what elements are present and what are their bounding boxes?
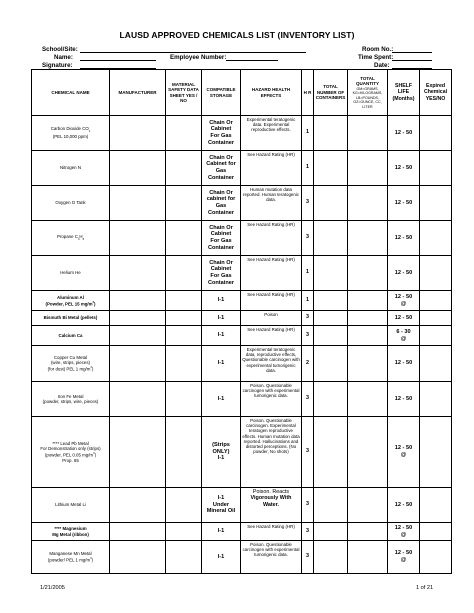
quantity-cell[interactable] <box>348 326 388 346</box>
table-row <box>32 221 452 256</box>
hazard-text: Poison. Questionable carcinogen with experimental tumorigenic data. <box>242 542 300 558</box>
chemical-name-cell <box>32 291 110 311</box>
storage-cell <box>202 116 241 151</box>
shelf-line: 12 - 50 <box>394 501 413 508</box>
employee-number-line[interactable] <box>226 60 278 61</box>
containers-cell[interactable] <box>314 311 348 326</box>
storage-line: Chain Or <box>209 154 233 161</box>
signature-label: Signature: <box>42 62 73 69</box>
shelf-line: 12 - 50 <box>394 445 413 452</box>
shelf-line: 12 - 50 <box>394 164 413 171</box>
containers-cell[interactable] <box>314 382 348 417</box>
table-row <box>32 256 452 291</box>
storage-line: Cabinet <box>210 266 232 273</box>
name-line: (Powder, PEL 15 $mg/m^3$) <box>45 300 96 307</box>
storage-line: Cabinet <box>210 126 232 133</box>
manufacturer-cell[interactable] <box>110 221 166 256</box>
msds-cell[interactable] <box>166 221 202 256</box>
storage-line: I-1 <box>217 360 225 367</box>
hazard-text: Poison. Questionable carcinogen. Experimental teratogen reproductive effects. Human mutation data reported. Hallucinations and distorted perceptions. (No powder, No shots) <box>242 418 300 455</box>
hazard-cell <box>241 151 302 186</box>
storage-line: Container <box>207 244 235 251</box>
msds-cell[interactable] <box>166 488 202 523</box>
hazard-text: Poison. Questionable carcinogen with experimental tumorigenic data. <box>242 383 300 399</box>
name-line: (PEL 10,000 ppm) <box>52 134 89 140</box>
hazard-line: Poison. Reacts <box>252 489 290 495</box>
quantity-cell[interactable] <box>348 221 388 256</box>
hr-cell: 3 <box>302 326 314 346</box>
name-line: Propane $C_3H_8$ <box>56 233 85 241</box>
expired-cell[interactable] <box>420 221 452 256</box>
storage-line: ONLY) <box>212 448 230 455</box>
storage-line: I-1 <box>217 495 225 502</box>
hazard-text: Experimental teratogenic data, reproductive effects, Questionable carcinogen with experimental tumorigenic data. <box>242 347 300 373</box>
hazard-cell <box>241 256 302 291</box>
name-line: Copper Cu Metal <box>53 354 88 360</box>
name-line: Lithium Metal Li <box>55 502 86 508</box>
name-line: Prop. 65 <box>62 457 79 463</box>
hr-cell: 3 <box>302 221 314 256</box>
name-line: Calcium Ca <box>58 332 83 338</box>
col-header-manufacturer: MANUFACTURER <box>110 70 166 116</box>
manufacturer-cell[interactable] <box>110 186 166 221</box>
name-line[interactable] <box>80 60 156 61</box>
quantity-cell[interactable] <box>348 346 388 382</box>
msds-cell[interactable] <box>166 541 202 574</box>
manufacturer-cell[interactable] <box>110 488 166 523</box>
storage-cell <box>202 256 241 291</box>
manufacturer-cell[interactable] <box>110 116 166 151</box>
shelf-life-cell <box>388 221 420 256</box>
col-header-expired: Expired Chemical YES/NO <box>420 70 452 116</box>
chemical-name-cell <box>32 488 110 523</box>
chemical-name-cell <box>32 256 110 291</box>
containers-cell[interactable] <box>314 523 348 541</box>
name-line: (powder, PEL 0.05 $mg/m^3$) <box>44 452 97 458</box>
quantity-cell[interactable] <box>348 256 388 291</box>
expired-cell[interactable] <box>420 417 452 488</box>
storage-line: Chain Or <box>209 259 233 266</box>
chemical-name-cell <box>32 186 110 221</box>
name-line: (powder/ PEL 1 $mg/m^3$) <box>47 557 94 563</box>
expired-cell[interactable] <box>420 541 452 574</box>
hazard-text: See Hazard Rating (HR) <box>247 292 295 297</box>
quantity-cell[interactable] <box>348 417 388 488</box>
storage-cell <box>202 541 241 574</box>
manufacturer-cell[interactable] <box>110 256 166 291</box>
manufacturer-cell[interactable] <box>110 382 166 417</box>
manufacturer-cell[interactable] <box>110 291 166 311</box>
time-spent-label: Time Spent: <box>358 54 394 61</box>
room-no-label: Room No.: <box>362 46 394 53</box>
hazard-cell <box>241 116 302 151</box>
col-header-hr: H R <box>302 70 314 116</box>
table-row <box>32 116 452 151</box>
expired-cell[interactable] <box>420 291 452 311</box>
msds-cell[interactable] <box>166 326 202 346</box>
storage-line: (Strips <box>212 442 230 449</box>
shelf-line: 12 - 50 <box>394 293 413 300</box>
name-line: Aluminum Al <box>57 294 84 300</box>
hazard-text: Human mutation data reported. Human teratogenic data. <box>243 187 299 203</box>
table-header-row <box>32 70 452 116</box>
storage-line: I-1 <box>217 297 225 304</box>
storage-line: Chain Or <box>209 119 233 126</box>
col-header-msds: MATERIAL SAFETY DATA SHEET YES / NO <box>166 70 202 116</box>
storage-cell <box>202 382 241 417</box>
name-line: **** Magnesium <box>54 526 87 532</box>
storage-line: cabinet for <box>206 196 236 203</box>
storage-cell <box>202 523 241 541</box>
room-no-line[interactable] <box>392 52 432 53</box>
msds-cell[interactable] <box>166 311 202 326</box>
chemical-name-cell <box>32 311 110 326</box>
shelf-line: 12 - 50 <box>394 395 413 402</box>
col-header-quantity <box>348 70 388 116</box>
shelf-life-cell <box>388 523 420 541</box>
storage-line: For Gas <box>210 133 232 139</box>
manufacturer-cell[interactable] <box>110 417 166 488</box>
storage-line: Cabinet for <box>206 161 236 168</box>
shelf-line: 12 - 50 <box>394 234 413 241</box>
quantity-cell[interactable] <box>348 523 388 541</box>
msds-cell[interactable] <box>166 186 202 221</box>
name-line: Nitrogen N <box>60 165 81 171</box>
table-row <box>32 311 452 326</box>
chemical-name-cell <box>32 326 110 346</box>
date-label: Date: <box>374 62 390 69</box>
storage-line: Gas <box>215 168 227 174</box>
containers-cell[interactable] <box>314 326 348 346</box>
expired-cell[interactable] <box>420 346 452 382</box>
quantity-cell[interactable] <box>348 291 388 311</box>
storage-cell <box>202 488 241 523</box>
storage-line: Container <box>207 279 235 286</box>
hr-cell: 3 <box>302 488 314 523</box>
hr-cell: 2 <box>302 346 314 382</box>
expired-cell[interactable] <box>420 523 452 541</box>
col-header-containers: TOTAL NUMBER OF CONTAINERS <box>314 70 348 116</box>
containers-cell[interactable] <box>314 417 348 488</box>
storage-cell <box>202 326 241 346</box>
hazard-cell <box>241 382 302 417</box>
storage-line: I-1 <box>217 553 225 560</box>
msds-cell[interactable] <box>166 417 202 488</box>
name-line: (wire, strips, pieces) <box>50 360 91 366</box>
expired-cell[interactable] <box>420 488 452 523</box>
storage-line: I-1 <box>217 528 225 535</box>
shelf-line: 12 - 50 <box>394 360 413 367</box>
hr-cell: 1 <box>302 116 314 151</box>
shelf-line: 12 - 50 <box>394 550 413 557</box>
hazard-cell <box>241 346 302 382</box>
hr-cell: 3 <box>302 541 314 574</box>
name-line: Helium He <box>60 270 81 276</box>
quantity-cell[interactable] <box>348 151 388 186</box>
storage-cell <box>202 221 241 256</box>
name-line: Bismuth Bi Metal (pellets) <box>43 315 98 321</box>
hazard-text: See Hazard Rating (HR) <box>247 222 295 227</box>
table-row <box>32 291 452 311</box>
name-line: For Demonstration only (strips) <box>40 446 101 452</box>
chemical-name-cell <box>32 221 110 256</box>
hazard-cell <box>241 221 302 256</box>
hazard-cell <box>241 291 302 311</box>
school-site-label: School/Site: <box>42 46 78 53</box>
quantity-cell[interactable] <box>348 186 388 221</box>
hazard-cell <box>241 311 302 326</box>
containers-cell[interactable] <box>314 151 348 186</box>
storage-line: Gas <box>215 203 227 209</box>
storage-cell <box>202 417 241 488</box>
shelf-line: @ <box>400 300 407 307</box>
shelf-life-cell <box>388 311 420 326</box>
storage-line: Chain Or <box>209 224 233 231</box>
chemical-name-cell <box>32 116 110 151</box>
storage-line: I-1 <box>217 314 225 321</box>
hazard-text: See Hazard Rating (HR) <box>247 524 295 529</box>
storage-line: Chain Or <box>209 189 233 196</box>
shelf-line: 12 - 50 <box>394 199 413 206</box>
chemical-name-cell <box>32 346 110 382</box>
manufacturer-cell[interactable] <box>110 311 166 326</box>
expired-cell[interactable] <box>420 186 452 221</box>
table-row <box>32 326 452 346</box>
col-header-hazard: HAZARD HEALTH EFFECTS <box>241 70 302 116</box>
shelf-line: @ <box>400 557 407 563</box>
quantity-cell[interactable] <box>348 116 388 151</box>
hazard-cell <box>241 186 302 221</box>
table-row <box>32 523 452 541</box>
hazard-cell <box>241 488 302 523</box>
manufacturer-cell[interactable] <box>110 151 166 186</box>
name-line: (for dust) PEL 1 $mg/m^3$) <box>47 366 94 372</box>
manufacturer-cell[interactable] <box>110 326 166 346</box>
manufacturer-cell[interactable] <box>110 523 166 541</box>
storage-line: Container <box>207 174 235 181</box>
storage-line: I-1 <box>217 395 225 402</box>
quantity-title: TOTAL QUANTITY <box>356 76 379 87</box>
shelf-line: @ <box>400 335 407 342</box>
containers-cell[interactable] <box>314 488 348 523</box>
msds-cell[interactable] <box>166 346 202 382</box>
quantity-cell[interactable] <box>348 541 388 574</box>
msds-cell[interactable] <box>166 151 202 186</box>
chemical-name-cell <box>32 417 110 488</box>
storage-line: Under <box>212 501 230 508</box>
quantity-cell[interactable] <box>348 488 388 523</box>
containers-cell[interactable] <box>314 186 348 221</box>
containers-cell[interactable] <box>314 116 348 151</box>
storage-cell <box>202 151 241 186</box>
table-row <box>32 382 452 417</box>
expired-cell[interactable] <box>420 311 452 326</box>
name-line: Carbon Dioxide $CO_2$ <box>50 126 91 134</box>
storage-line: For Gas <box>210 273 232 279</box>
storage-cell <box>202 346 241 382</box>
table-row <box>32 417 452 488</box>
shelf-life-cell <box>388 541 420 574</box>
shelf-life-cell <box>388 186 420 221</box>
hazard-text: See Hazard Rating (HR) <box>247 327 295 332</box>
containers-cell[interactable] <box>314 541 348 574</box>
hr-cell: 3 <box>302 186 314 221</box>
expired-cell[interactable] <box>420 382 452 417</box>
name-line: (powder, strips, wire, pieces) <box>42 399 99 404</box>
hr-cell: 1 <box>302 256 314 291</box>
shelf-life-cell <box>388 116 420 151</box>
hazard-text: See Hazard Rating (HR) <box>247 152 295 157</box>
name-line: **** Lead Pb Metal <box>52 440 89 446</box>
table-row <box>32 151 452 186</box>
shelf-line: 6 - 30 <box>396 328 411 335</box>
hazard-text: Experimental teratogenic data. Experimental reproductive effects. <box>246 117 296 133</box>
storage-cell <box>202 291 241 311</box>
quantity-units: GM=GRAMS, KG=KILOGRAMS, LB=POUNDS, OZ=OUNCE, CC, LITER <box>352 86 383 109</box>
table-row <box>32 488 452 523</box>
containers-cell[interactable] <box>314 291 348 311</box>
hazard-line: Vigorously With <box>250 495 292 502</box>
expired-cell[interactable] <box>420 256 452 291</box>
msds-cell[interactable] <box>166 291 202 311</box>
chemical-name-cell <box>32 382 110 417</box>
msds-cell[interactable] <box>166 382 202 417</box>
expired-cell[interactable] <box>420 116 452 151</box>
hazard-cell <box>241 523 302 541</box>
msds-cell[interactable] <box>166 256 202 291</box>
storage-cell <box>202 186 241 221</box>
hr-cell: 3 <box>302 311 314 326</box>
shelf-line: 12 - 50 <box>394 314 413 321</box>
school-site-line[interactable] <box>80 52 306 53</box>
hazard-text: See Hazard Rating (HR) <box>247 257 295 262</box>
expired-cell[interactable] <box>420 151 452 186</box>
footer-date: 1/21/2005 <box>40 585 65 591</box>
hazard-cell <box>241 326 302 346</box>
containers-cell[interactable] <box>314 346 348 382</box>
hazard-cell <box>241 417 302 488</box>
storage-line: For Gas <box>210 238 232 244</box>
storage-line: Container <box>207 209 235 216</box>
manufacturer-cell[interactable] <box>110 541 166 574</box>
containers-cell[interactable] <box>314 256 348 291</box>
footer-page: 1 of 21 <box>416 585 434 591</box>
employee-number-label: Employee Number: <box>170 54 227 61</box>
hr-cell: 3 <box>302 417 314 488</box>
shelf-line: 12 - 50 <box>394 129 413 136</box>
col-header-storage: COMPATIBLE STORAGE <box>202 70 241 116</box>
storage-line: I-1 <box>217 455 225 462</box>
manufacturer-cell[interactable] <box>110 346 166 382</box>
hr-cell: 3 <box>302 382 314 417</box>
expired-cell[interactable] <box>420 326 452 346</box>
hazard-line: Water. <box>263 501 279 508</box>
col-header-shelf-life: SHELF LIFE (Months) <box>388 70 420 116</box>
document-title: LAUSD APPROVED CHEMICALS LIST (INVENTORY LIST) <box>119 30 355 40</box>
time-spent-line[interactable] <box>392 60 432 61</box>
shelf-life-cell <box>388 326 420 346</box>
shelf-life-cell <box>388 291 420 311</box>
name-line: Iron Fe Metal <box>57 393 84 399</box>
storage-cell <box>202 311 241 326</box>
storage-line: Container <box>207 139 235 146</box>
containers-cell[interactable] <box>314 221 348 256</box>
shelf-life-cell <box>388 417 420 488</box>
name-label: Name: <box>54 54 73 61</box>
hr-cell: 1 <box>302 291 314 311</box>
shelf-line: 12 - 50 <box>394 524 413 531</box>
chemical-name-cell <box>32 523 110 541</box>
chemical-name-cell <box>32 541 110 574</box>
msds-cell[interactable] <box>166 523 202 541</box>
shelf-life-cell <box>388 151 420 186</box>
shelf-life-cell <box>388 382 420 417</box>
hr-cell: 3 <box>302 523 314 541</box>
shelf-line: @ <box>400 531 407 538</box>
name-line: Manganese Mn Metal <box>49 551 92 557</box>
name-line: Oxygen O Tank <box>55 200 86 206</box>
shelf-line: 12 - 50 <box>394 269 413 276</box>
quantity-cell[interactable] <box>348 311 388 326</box>
name-line: Mg Metal (ribbon) <box>52 531 89 537</box>
hazard-cell <box>241 541 302 574</box>
shelf-life-cell <box>388 346 420 382</box>
hazard-text: Poison <box>264 312 278 317</box>
table-row <box>32 541 452 574</box>
inventory-table <box>31 69 452 574</box>
col-header-chemical-name: CHEMICAL NAME <box>32 70 110 116</box>
shelf-life-cell <box>388 256 420 291</box>
storage-line: Mineral Oil <box>206 508 236 515</box>
table-row <box>32 186 452 221</box>
chemical-name-cell <box>32 151 110 186</box>
storage-line: I-1 <box>217 332 225 339</box>
shelf-life-cell <box>388 488 420 523</box>
hr-cell: 1 <box>302 151 314 186</box>
msds-cell[interactable] <box>166 116 202 151</box>
table-row <box>32 346 452 382</box>
quantity-cell[interactable] <box>348 382 388 417</box>
shelf-line: @ <box>400 452 407 458</box>
storage-line: Cabinet <box>210 231 232 238</box>
